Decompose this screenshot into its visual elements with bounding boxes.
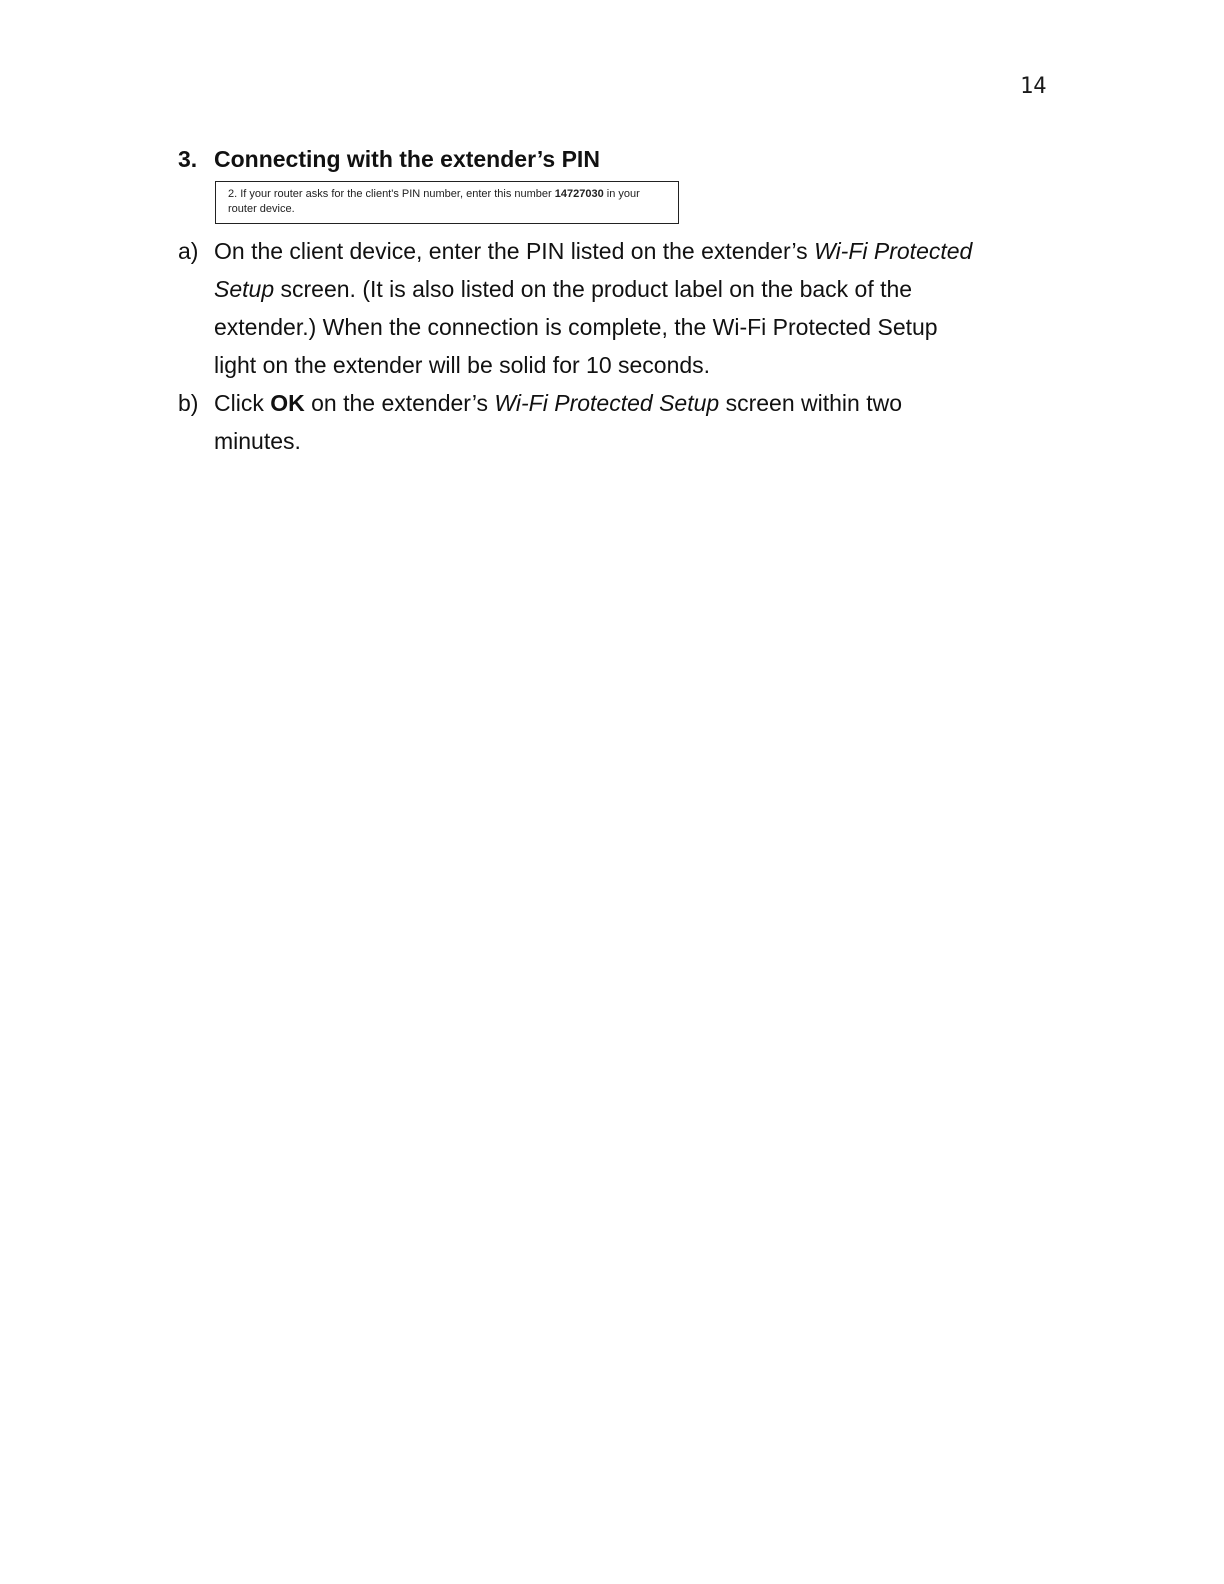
- step-emphasis: Wi-Fi Protected Setup: [214, 238, 973, 302]
- pin-instruction-line2: router device.: [228, 203, 295, 215]
- step-marker: a): [178, 238, 199, 264]
- pin-instruction-suffix: in your: [603, 188, 640, 200]
- step-text: screen. (It is also listed on the product label on the back of the extender.) When the connection is complete, the Wi-Fi Protected Setup light on the extender will be solid for 10 seconds.: [214, 276, 938, 378]
- section-title: Connecting with the extender’s PIN: [214, 146, 600, 172]
- page-number: 14: [1020, 74, 1047, 99]
- section-heading: [178, 146, 600, 173]
- steps-list: [178, 232, 978, 460]
- section-number: 3.: [178, 146, 198, 172]
- step-text: Click: [214, 390, 271, 416]
- step-a: [178, 232, 978, 384]
- step-text: On the client device, enter the PIN listed on the extender’s: [214, 238, 815, 264]
- ok-label: OK: [270, 390, 305, 416]
- pin-screenshot-box: [215, 181, 679, 224]
- step-text: on the extender’s: [304, 390, 495, 416]
- pin-instruction-text: 2. If your router asks for the client's PIN number, enter this number: [228, 188, 555, 200]
- step-emphasis: Wi-Fi Protected Setup: [494, 390, 720, 416]
- pin-number: 14727030: [554, 188, 604, 200]
- step-text: screen within two minutes.: [214, 390, 902, 454]
- step-marker: b): [178, 390, 199, 416]
- step-b: [178, 384, 978, 460]
